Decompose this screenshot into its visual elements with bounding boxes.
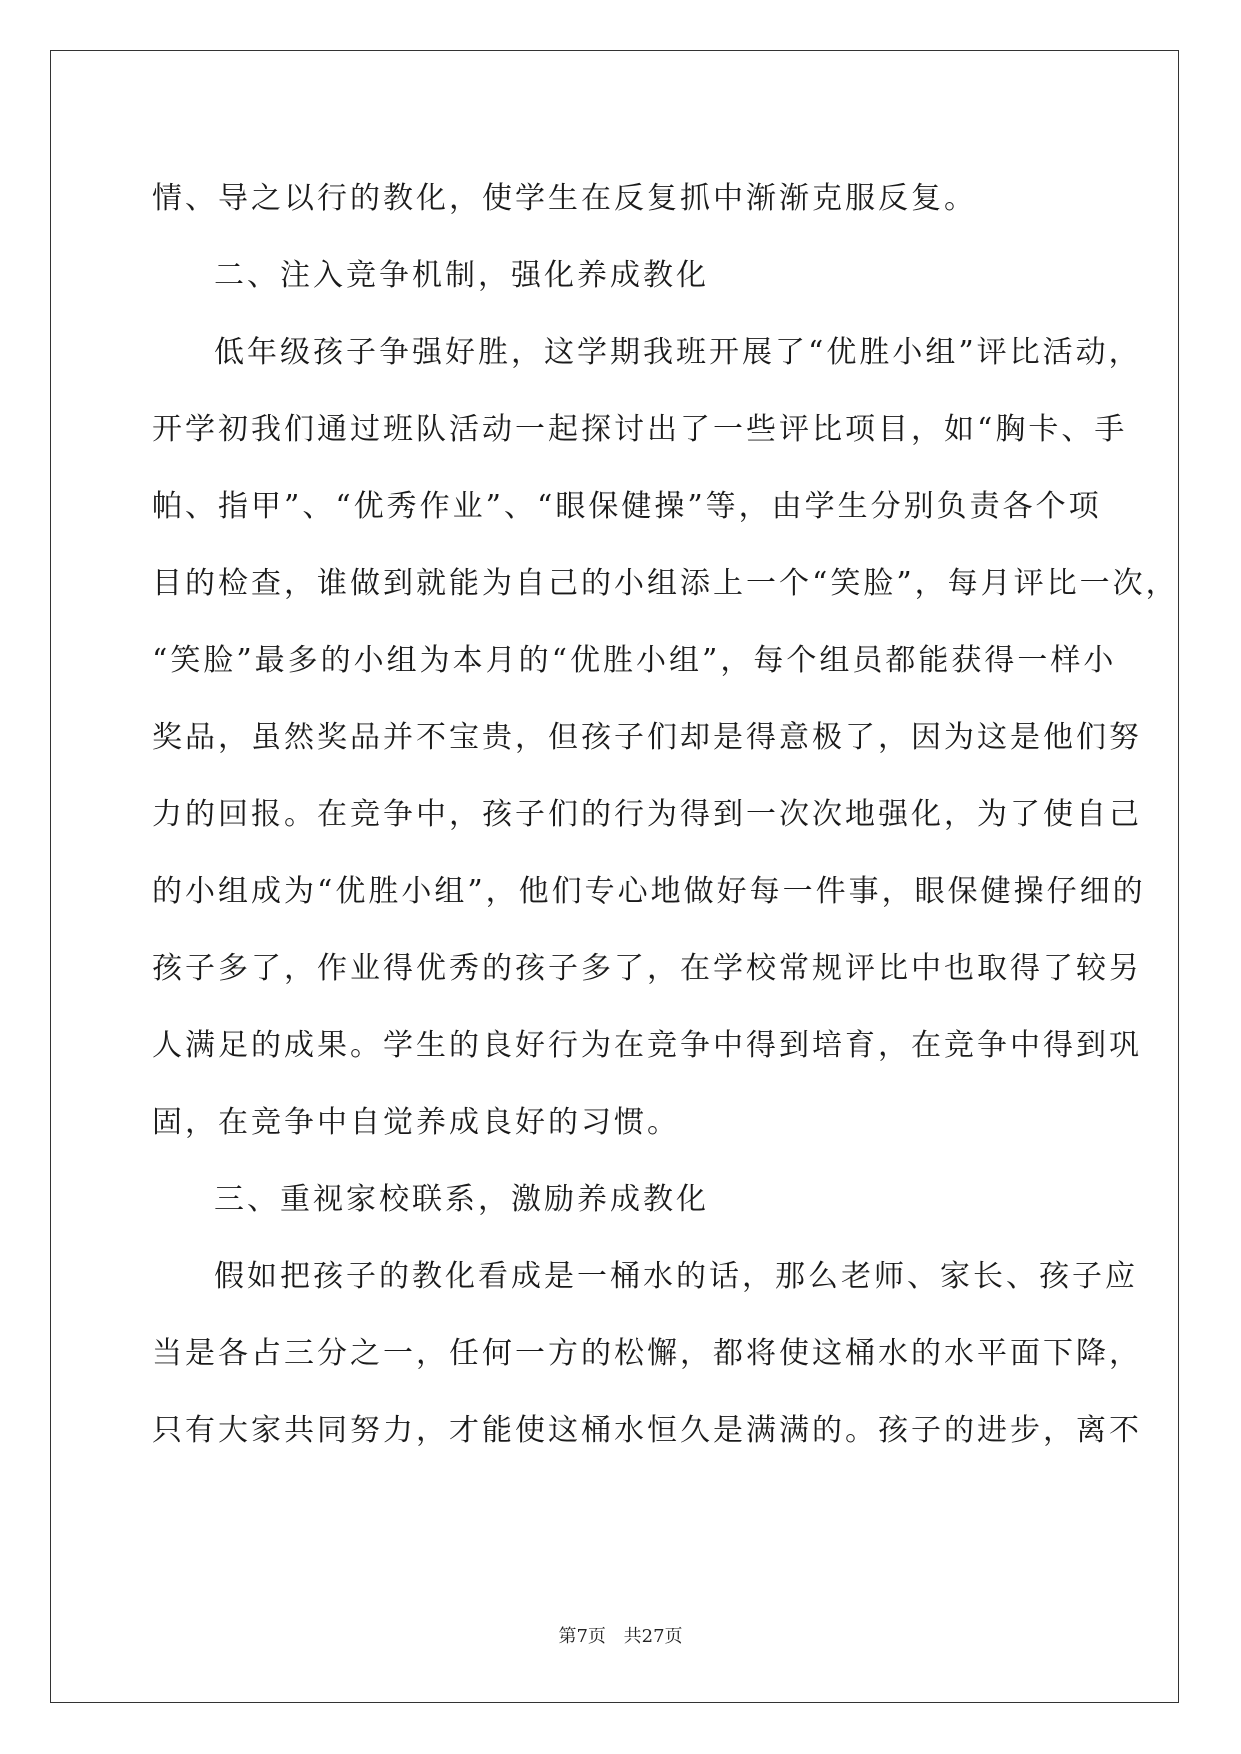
paragraph-line: 的小组成为“优胜小组”，他们专心地做好每一件事，眼保健操仔细的 bbox=[152, 874, 1146, 909]
paragraph-line: 奖品，虽然奖品并不宝贵，但孩子们却是得意极了，因为这是他们努 bbox=[152, 720, 1142, 755]
section-heading: 三、重视家校联系，激励养成教化 bbox=[214, 1182, 709, 1217]
page-total: 共27页 bbox=[623, 1626, 683, 1647]
section-heading: 二、注入竞争机制，强化养成教化 bbox=[214, 258, 709, 293]
paragraph-line: 力的回报。在竞争中，孩子们的行为得到一次次地强化，为了使自己 bbox=[152, 797, 1142, 832]
paragraph-line: 帕、指甲”、“优秀作业”、“眼保健操”等，由学生分别负责各个项 bbox=[152, 489, 1102, 524]
paragraph-line: 开学初我们通过班队活动一起探讨出了一些评比项目，如“胸卡、手 bbox=[152, 412, 1128, 447]
paragraph-line: 只有大家共同努力，才能使这桶水恒久是满满的。孩子的进步，离不 bbox=[152, 1413, 1142, 1448]
paragraph-line: 情、导之以行的教化，使学生在反复抓中渐渐克服反复。 bbox=[152, 181, 977, 216]
paragraph-line: 目的检查，谁做到就能为自己的小组添上一个“笑脸”，每月评比一次， bbox=[152, 566, 1179, 601]
page-number: 第7页 bbox=[558, 1626, 606, 1647]
paragraph-line: 孩子多了，作业得优秀的孩子多了，在学校常规评比中也取得了较另 bbox=[152, 951, 1142, 986]
paragraph-line: 低年级孩子争强好胜，这学期我班开展了“优胜小组”评比活动， bbox=[214, 335, 1142, 370]
page-footer bbox=[0, 1622, 1241, 1648]
paragraph-line: 当是各占三分之一，任何一方的松懈，都将使这桶水的水平面下降， bbox=[152, 1336, 1142, 1371]
paragraph-line: 人满足的成果。学生的良好行为在竞争中得到培育，在竞争中得到巩 bbox=[152, 1028, 1142, 1063]
document-body bbox=[152, 160, 1179, 1469]
paragraph-line: “笑脸”最多的小组为本月的“优胜小组”，每个组员都能获得一样小 bbox=[152, 643, 1117, 678]
paragraph-line: 固，在竞争中自觉养成良好的习惯。 bbox=[152, 1105, 680, 1140]
paragraph-line: 假如把孩子的教化看成是一桶水的话，那么老师、家长、孩子应 bbox=[214, 1259, 1138, 1294]
